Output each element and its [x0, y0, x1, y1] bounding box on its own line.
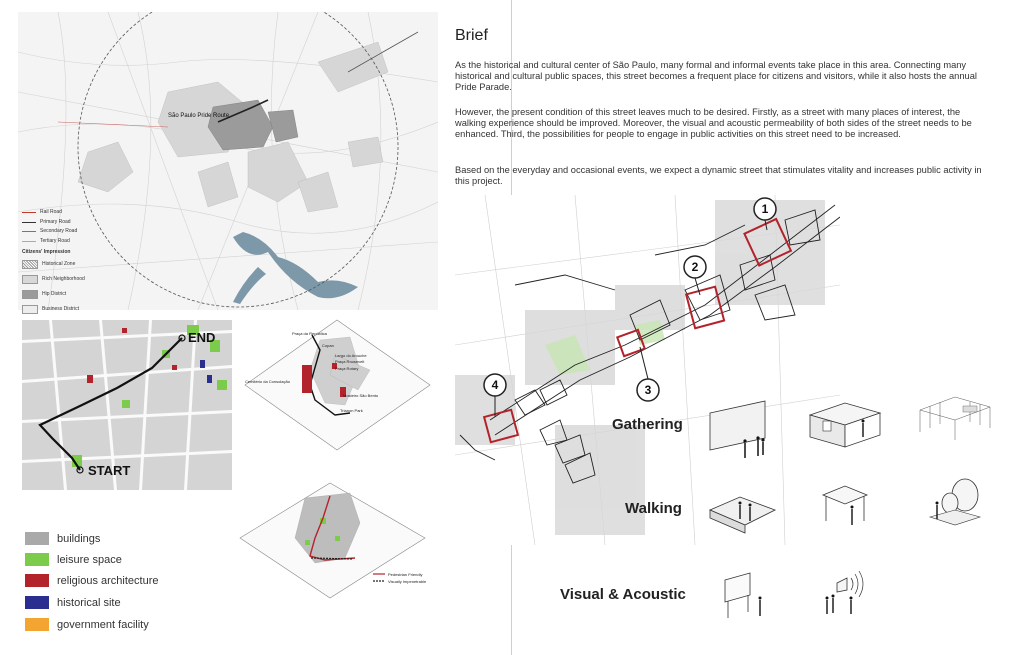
iso-diagram-pedestrian — [235, 478, 450, 628]
iso-diagram-landmarks — [240, 315, 435, 475]
city-map-legend — [22, 208, 85, 317]
legend-business-district: Business District — [42, 306, 79, 312]
section-visual-acoustic: Visual & Acoustic — [560, 586, 686, 603]
legend-primary-road: Primary Road — [40, 218, 71, 225]
iso-label-sao-bento: Mosteiro São Bento — [343, 393, 379, 398]
key-buildings-label: buildings — [57, 532, 101, 545]
key-historical-label: historical site — [57, 596, 121, 609]
iso-label-rotary: Praça Rotary — [335, 366, 359, 371]
legend-hip-district: Hip District — [42, 291, 67, 297]
brief-paragraph-1: As the historical and cultural center of São Paulo, many formal and informal events take place in this area. Connecting many historical and cultural public spaces, this street becomes a frequent place for citizens and visitors, while it also hosts the annual Pride Parade. — [455, 60, 977, 93]
key-government-label: government facility — [57, 618, 149, 631]
key-leisure-label: leisure space — [57, 553, 122, 566]
religious-swatch — [25, 574, 49, 587]
buildings-swatch — [25, 532, 49, 545]
analysis-marker-2: 2 — [691, 260, 699, 274]
analysis-map-drawing — [455, 195, 840, 545]
key-leisure-space — [25, 553, 122, 566]
section-gathering: Gathering — [612, 416, 683, 433]
brief-title: Brief — [455, 27, 488, 44]
route-start-label: START — [88, 463, 131, 478]
walking-illustration-bench — [705, 485, 780, 540]
iso-label-copan: Copan — [322, 343, 334, 348]
iso-label-arouche: Largo do Arouche — [335, 353, 367, 358]
iso-legend-pedestrian: Pedestrian Friendly — [388, 572, 423, 577]
acoustic-illustration-speaker — [815, 568, 875, 618]
leisure-swatch — [25, 553, 49, 566]
gathering-illustration-wall — [700, 398, 775, 463]
legend-secondary-road: Secondary Road — [40, 228, 78, 235]
legend-rich-neighborhood: Rich Neighborhood — [42, 276, 85, 282]
gathering-illustration-grid — [915, 392, 995, 442]
brief-paragraph-2: However, the present condition of this street leaves much to be desired. Firstly, as a street with many places of interest, the walking experience should be improved. Moreover, the visual and acoustic permeability of both sides of the street needs to be enhanced. Third, the possibilities for people to engage in public activities on this street need to be increased. — [455, 107, 972, 140]
analysis-map — [455, 195, 840, 545]
government-swatch — [25, 618, 49, 631]
walking-illustration-canopy — [820, 483, 870, 533]
iso-label-trianon: Trianon Park — [340, 408, 363, 413]
analysis-marker-4: 4 — [491, 378, 499, 392]
route-end-label: END — [188, 330, 216, 345]
key-religious-label: religious architecture — [57, 574, 159, 587]
iso-label-republica: Praça da República — [292, 331, 327, 336]
key-government — [25, 618, 149, 631]
pride-route-label: São Paulo Pride Route — [168, 113, 230, 119]
visual-illustration-screen — [720, 570, 770, 620]
legend-tertiary-road: Tertiary Road — [40, 237, 70, 244]
walking-illustration-trees — [925, 475, 985, 530]
gathering-illustration-frame — [805, 395, 885, 450]
iso-label-roosevelt: Praça Roosevelt — [335, 359, 365, 364]
iso-legend-impenetrable: Visually Impenetrable — [388, 579, 427, 584]
key-historical — [25, 596, 121, 609]
iso-label-cemiterio: Cemitério da Consolação — [245, 379, 290, 384]
key-religious — [25, 574, 159, 587]
key-buildings — [25, 532, 100, 545]
legend-impression-header: Citizens' Impression — [22, 249, 71, 255]
historical-swatch — [25, 596, 49, 609]
legend-historical-zone: Historical Zone — [42, 261, 76, 267]
legend-rail-road: Rail Road — [40, 209, 62, 216]
section-walking: Walking — [625, 500, 682, 517]
route-map — [22, 320, 232, 490]
analysis-marker-1: 1 — [761, 202, 769, 216]
brief-paragraph-3: Based on the everyday and occasional events, we expect a dynamic street that stimulates vitality and increases public activity in this project. — [455, 165, 982, 187]
analysis-marker-3: 3 — [644, 383, 652, 397]
